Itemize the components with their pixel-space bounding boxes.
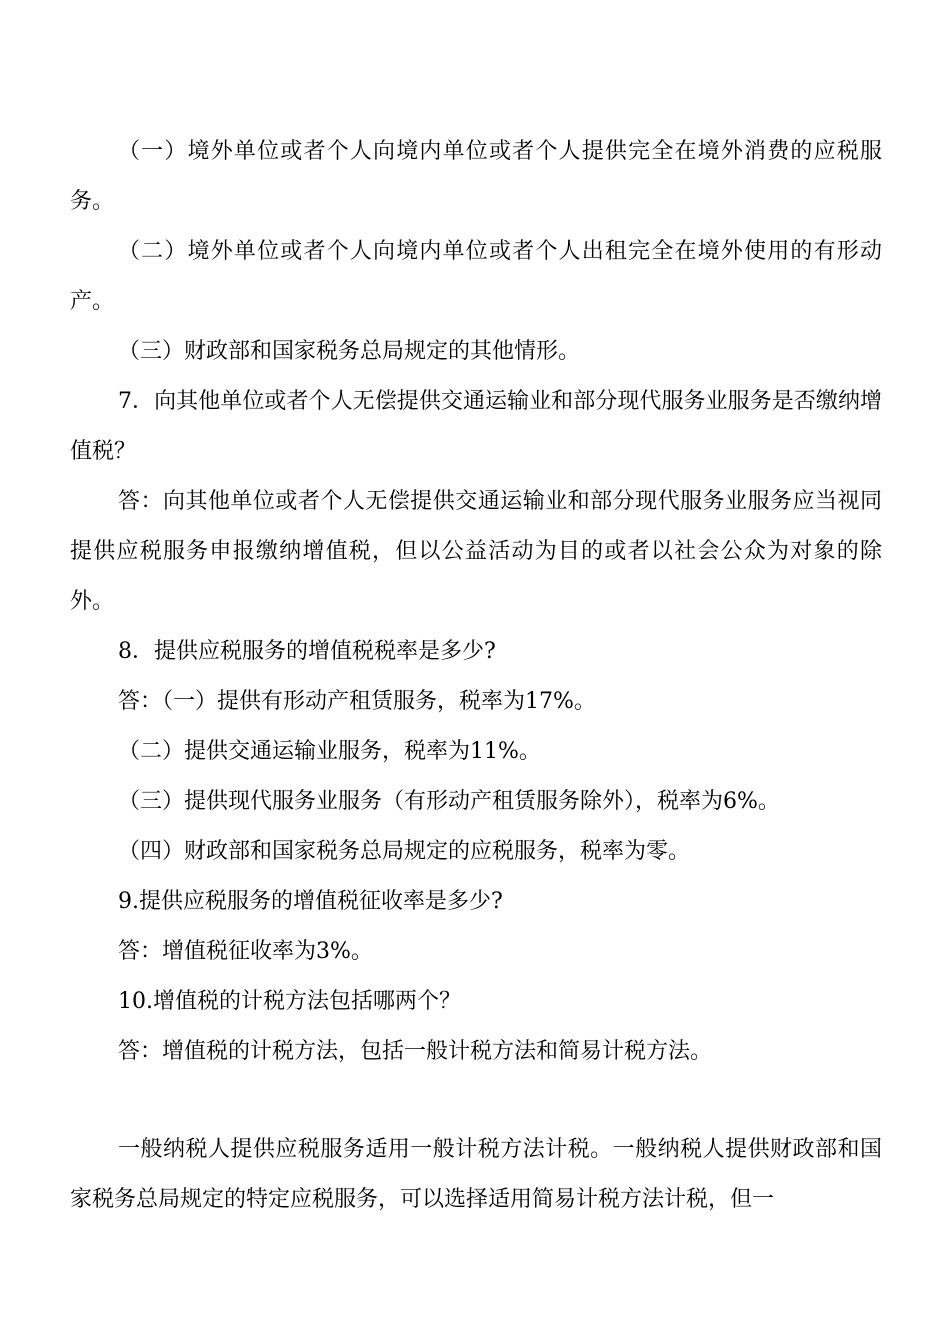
answer-8-line-1: 答：（一）提供有形动产租赁服务，税率为17%。 — [118, 689, 596, 714]
question-7: 7．向其他单位或者个人无偿提供交通运输业和部分现代服务业服务是否缴纳增值税？ — [70, 389, 882, 464]
answer-7: 答：向其他单位或者个人无偿提供交通运输业和部分现代服务业服务应当视同提供应税服务申报缴纳增值税，但以公益活动为目的或者以社会公众为对象的除外。 — [70, 489, 882, 614]
question-8: 8．提供应税服务的增值税税率是多少? — [118, 639, 496, 664]
answer-9: 答：增值税征收率为3%。 — [118, 939, 373, 964]
paragraph-general-taxpayer: 一般纳税人提供应税服务适用一般计税方法计税。一般纳税人提供财政部和国家税务总局规定的特定应税服务，可以选择适用简易计税方法计税，但一 — [70, 1137, 882, 1212]
paragraph-1: （一）境外单位或者个人向境内单位或者个人提供完全在境外消费的应税服务。 — [70, 139, 882, 214]
answer-10: 答：增值税的计税方法，包括一般计税方法和简易计税方法。 — [118, 1039, 713, 1064]
answer-8-line-4: （四）财政部和国家税务总局规定的应税服务，税率为零。 — [118, 839, 691, 864]
answer-8-line-2: （二）提供交通运输业服务，税率为11%。 — [118, 739, 541, 764]
paragraph-3: （三）财政部和国家税务总局规定的其他情形。 — [118, 339, 581, 364]
paragraph-2: （二）境外单位或者个人向境内单位或者个人出租完全在境外使用的有形动产。 — [70, 239, 882, 314]
question-10: 10.增值税的计税方法包括哪两个？ — [118, 989, 461, 1014]
answer-8-line-3: （三）提供现代服务业服务（有形动产租赁服务除外），税率为6%。 — [118, 789, 780, 814]
question-9: 9.提供应税服务的增值税征收率是多少? — [118, 889, 503, 914]
